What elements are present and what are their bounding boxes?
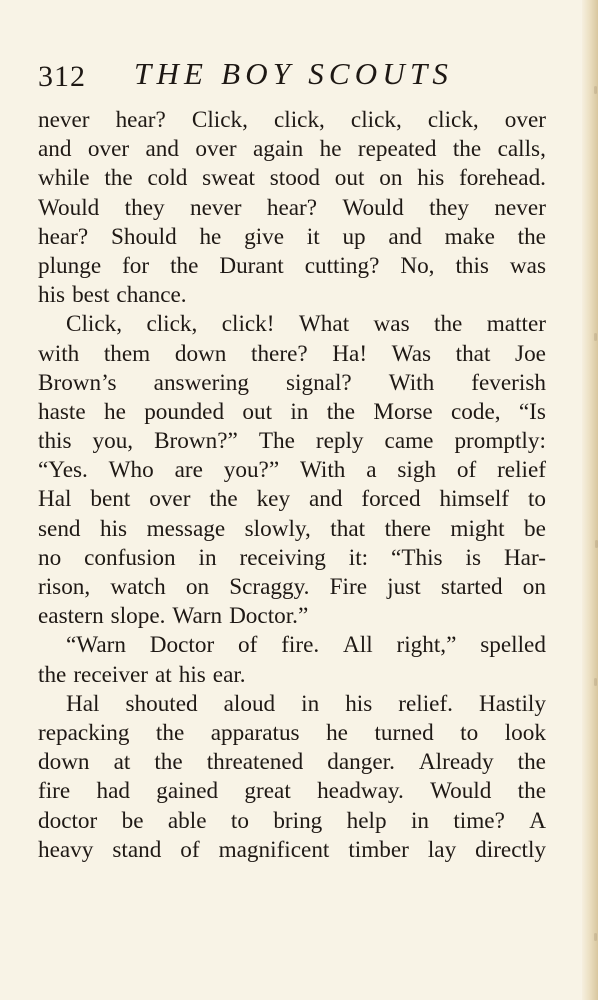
text-word: there? [251, 340, 308, 367]
text-word: at [113, 749, 131, 776]
text-word: able [167, 807, 207, 834]
text-line [38, 836, 546, 865]
text-word: All [343, 632, 373, 659]
text-word: the [154, 749, 183, 776]
text-word: feverish [471, 369, 546, 396]
text-word: to [460, 719, 479, 746]
text-word: came [384, 428, 434, 455]
text-word: never [38, 107, 90, 133]
text-line [38, 135, 546, 164]
text-word: repeated [357, 136, 437, 163]
text-word: out [242, 398, 273, 425]
text-word: What [298, 311, 350, 338]
text-line [38, 398, 546, 427]
text-word: shouted [125, 690, 198, 717]
text-line [38, 777, 546, 806]
text-word: repacking [38, 719, 130, 746]
text-word: started [440, 574, 503, 600]
text-word: calls, [497, 136, 546, 163]
text-word: there [384, 515, 431, 542]
text-word: the [104, 165, 133, 192]
text-word: the [517, 778, 546, 805]
text-word: hear? [38, 223, 89, 250]
text-word: himself [439, 486, 510, 513]
text-word: over [504, 107, 546, 133]
text-word: and [38, 136, 72, 163]
text-word: sigh [397, 457, 437, 484]
text-line [38, 515, 546, 544]
text-line [38, 106, 546, 135]
text-line [38, 456, 546, 485]
text-word: signal? [286, 369, 352, 396]
text-word: in [198, 544, 217, 571]
text-word: heavy [38, 836, 94, 863]
paper-speck [594, 86, 597, 94]
text-word: and [145, 136, 179, 163]
paper-speck [594, 933, 597, 941]
text-word: down [174, 340, 227, 367]
text-word: click, [427, 107, 479, 133]
text-line [38, 369, 546, 398]
paper-speck [594, 678, 597, 686]
text-word: in [290, 398, 309, 425]
text-word: you, [92, 428, 134, 455]
text-word: no [38, 544, 62, 571]
text-word: click, [350, 107, 402, 133]
text-word: his [178, 661, 206, 688]
text-word: slope. [110, 603, 166, 630]
text-word: plunge [38, 252, 102, 279]
text-line [38, 573, 546, 602]
text-word: “This [391, 544, 443, 571]
text-word: With [388, 369, 435, 396]
text-line [38, 485, 546, 514]
text-word: on [522, 574, 546, 600]
text-word: they [124, 194, 165, 221]
text-word: the [155, 719, 185, 746]
text-word: the [517, 749, 546, 776]
text-word: on [379, 165, 403, 192]
text-word: aloud [223, 690, 276, 717]
text-word: bent [90, 486, 131, 513]
running-head: THE BOY SCOUTS [134, 56, 454, 91]
text-word: Hastily [478, 690, 546, 717]
text-word: again [253, 136, 304, 163]
text-word: Durant [219, 252, 284, 279]
text-word: No, [400, 252, 435, 279]
text-word: Would [342, 194, 404, 221]
text-word: be [121, 807, 144, 834]
text-word: fire. [281, 632, 320, 659]
text-word: they [429, 194, 470, 221]
text-word: “Yes. [38, 457, 88, 484]
text-word: click, [146, 311, 198, 338]
text-word: the [517, 223, 546, 250]
text-word: Doctor.” [229, 603, 309, 630]
text-word: relief. [398, 690, 453, 717]
text-word: in [410, 807, 429, 834]
text-word: this [455, 252, 489, 279]
text-word: is [465, 544, 481, 571]
text-word: to [230, 807, 249, 834]
text-word: sweat [202, 165, 255, 192]
text-word: directly [475, 836, 546, 863]
text-word: was [509, 252, 546, 279]
text-word: reply [315, 428, 364, 455]
text-word: receiver [73, 661, 148, 688]
text-word: and [388, 223, 422, 250]
text-word: he [326, 719, 348, 746]
text-word: just [387, 574, 421, 600]
text-word: help [346, 807, 387, 834]
text-word: Already [418, 749, 494, 776]
text-word: this [38, 428, 72, 455]
text-line [38, 690, 546, 719]
text-word: the [170, 252, 199, 279]
text-word: make [444, 223, 495, 250]
text-line [38, 281, 546, 310]
text-word: Fire [329, 574, 367, 600]
text-word: fire [38, 778, 71, 805]
text-word: his [345, 690, 373, 717]
text-word: them [103, 340, 151, 367]
text-word: promptly: [454, 428, 546, 455]
text-word: of [180, 836, 200, 863]
text-word: to [527, 486, 546, 513]
text-word: that [455, 340, 491, 367]
body-text [38, 106, 546, 865]
page-header [38, 56, 558, 100]
text-word: Should [110, 223, 177, 250]
text-line [38, 194, 546, 223]
text-word: give [244, 223, 285, 250]
text-word: his [100, 515, 128, 542]
text-line [38, 544, 546, 573]
text-word: he [319, 136, 342, 163]
text-word: the [452, 136, 482, 163]
text-word: Har- [503, 544, 546, 571]
text-word: ear. [212, 661, 246, 688]
text-word: look [504, 719, 546, 746]
text-word: while [38, 165, 90, 192]
text-word: The [258, 428, 295, 455]
text-line [38, 748, 546, 777]
text-word: on [185, 574, 210, 600]
text-word: had [96, 778, 130, 805]
text-word: in [301, 690, 320, 717]
text-word: Scraggy. [229, 574, 310, 600]
page-edge [582, 0, 598, 1000]
text-word: Brown?” [154, 428, 238, 455]
text-word: with [38, 340, 80, 367]
text-word: apparatus [210, 719, 300, 746]
text-word: a [366, 457, 377, 484]
text-word: out [334, 165, 365, 192]
text-word: code, [450, 398, 501, 425]
text-word: he [199, 223, 222, 250]
text-line [38, 223, 546, 252]
text-word: Warn [172, 603, 223, 630]
text-word: Would [38, 194, 100, 221]
text-word: the [209, 486, 238, 513]
text-word: timber [348, 836, 409, 863]
text-word: be [524, 515, 546, 542]
text-line [38, 807, 546, 836]
text-line [38, 719, 546, 748]
page-number: 312 [38, 60, 86, 93]
text-word: relief [497, 457, 546, 484]
text-word: it: [348, 544, 369, 571]
text-word: danger. [327, 749, 395, 776]
text-word: Was [391, 340, 432, 367]
text-word: over [87, 136, 130, 163]
text-word: message [146, 515, 226, 542]
text-word: With [299, 457, 346, 484]
text-word: the [434, 311, 463, 338]
text-word: great [244, 778, 291, 805]
text-word: Joe [515, 340, 546, 367]
text-word: Ha! [332, 340, 368, 367]
text-word: hear? [266, 194, 318, 221]
text-word: of [238, 632, 258, 659]
text-word: Would [430, 778, 492, 805]
text-word: chance. [116, 282, 187, 309]
text-word: forehead. [459, 165, 546, 192]
text-word: bring [273, 807, 323, 834]
text-word: lay [427, 836, 457, 863]
text-word: Click, [66, 311, 123, 338]
text-word: Brown’s [38, 369, 117, 396]
text-word: for [122, 252, 150, 279]
text-word: you?” [223, 457, 280, 484]
text-word: never [189, 194, 242, 221]
text-word: receiving [239, 544, 326, 571]
text-word: stood [269, 165, 320, 192]
text-word: Hal [66, 690, 100, 717]
text-word: send [38, 515, 81, 542]
text-word: spelled [480, 632, 546, 659]
text-word: are [174, 457, 203, 484]
text-word: slowly, [244, 515, 311, 542]
text-word: his [38, 282, 66, 309]
text-word: over [149, 486, 191, 513]
text-word: best [72, 282, 110, 309]
text-line [38, 602, 546, 631]
text-word: click, [273, 107, 325, 133]
text-word: click! [221, 311, 275, 338]
text-word: Morse [373, 398, 433, 425]
text-word: of [456, 457, 477, 484]
text-word: Who [108, 457, 154, 484]
text-word: matter [486, 311, 546, 338]
text-word: doctor [38, 807, 98, 834]
text-word: might [450, 515, 505, 542]
text-word: he [103, 398, 126, 425]
text-word: eastern [38, 603, 104, 630]
text-word: rison, [38, 574, 91, 600]
text-word: at [154, 661, 172, 688]
text-word: “Warn [66, 632, 126, 659]
text-word: Doctor [149, 632, 215, 659]
text-line [38, 310, 546, 339]
text-word: the [38, 661, 67, 688]
text-word: the [326, 398, 356, 425]
text-word: haste [38, 398, 86, 425]
text-word: A [529, 807, 546, 834]
text-word: watch [110, 574, 166, 600]
text-word: and [308, 486, 343, 513]
text-word: “Is [518, 398, 546, 425]
text-word: over [195, 136, 237, 163]
text-line [38, 252, 546, 281]
text-word: cold [147, 165, 188, 192]
text-line [38, 340, 546, 369]
text-line [38, 631, 546, 660]
text-word: up [342, 223, 366, 250]
text-word: confusion [84, 544, 176, 571]
text-line [38, 427, 546, 456]
text-word: time? [453, 807, 505, 834]
text-word: stand [112, 836, 162, 863]
text-word: that [330, 515, 366, 542]
text-word: pounded [144, 398, 225, 425]
text-word: turned [374, 719, 434, 746]
text-word: his [417, 165, 445, 192]
text-word: cutting? [304, 252, 380, 279]
text-word: gained [156, 778, 219, 805]
text-word: it [306, 223, 320, 250]
text-word: forced [361, 486, 421, 513]
text-word: Hal [38, 486, 72, 513]
text-word: down [38, 749, 90, 776]
paper-speck [594, 333, 597, 341]
text-word: magnificent [218, 836, 330, 863]
text-word: never [494, 194, 546, 221]
text-word: was [373, 311, 410, 338]
text-word: threatened [206, 749, 304, 776]
text-line [38, 661, 546, 690]
text-word: key [256, 486, 291, 513]
text-word: right,” [396, 632, 457, 659]
text-word: Click, [191, 107, 248, 133]
text-word: hear? [115, 107, 166, 133]
text-word: headway. [317, 778, 404, 805]
text-line [38, 164, 546, 193]
text-word: answering [153, 369, 249, 396]
